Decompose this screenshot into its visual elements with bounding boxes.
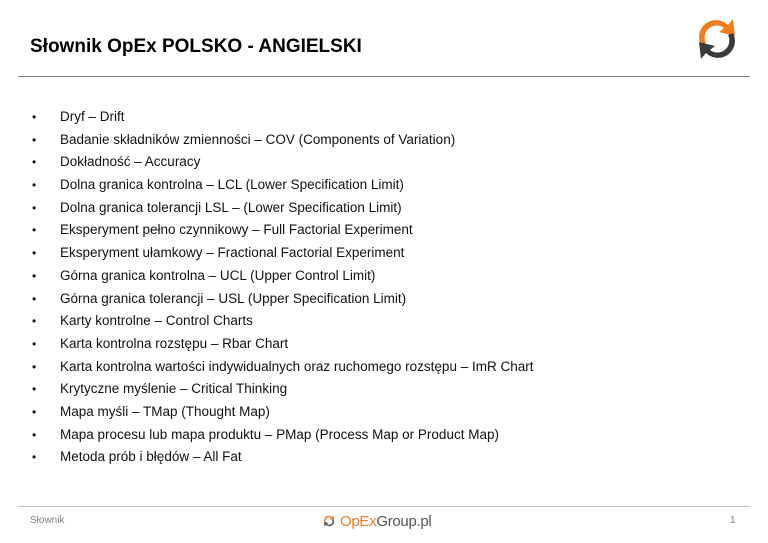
bullet-marker: • [32, 132, 37, 147]
list-item-text: Górna granica kontrolna – UCL (Upper Control Limit) [60, 267, 376, 283]
list-item-text: Mapa myśli – TMap (Thought Map) [60, 403, 270, 419]
list-item [30, 219, 533, 242]
list-item-text: Eksperyment pełno czynnikowy – Full Factorial Experiment [60, 222, 413, 238]
bullet-marker: • [32, 359, 37, 374]
list-item [30, 129, 533, 152]
bullet-marker: • [32, 223, 37, 238]
list-item [30, 242, 533, 265]
list-item-text: Karty kontrolne – Control Charts [60, 313, 253, 329]
list-item [30, 401, 533, 424]
footer-label: Słownik [30, 515, 65, 526]
list-item-text: Metoda prób i błędów – All Fat [60, 449, 242, 465]
list-item [30, 310, 533, 333]
bullet-marker: • [32, 450, 37, 465]
list-item [30, 197, 533, 220]
bullet-marker: • [32, 200, 37, 215]
bullet-marker: • [32, 427, 37, 442]
brand-opex: OpEx [340, 512, 377, 530]
bullet-marker: • [32, 246, 37, 261]
page-number: 1 [730, 515, 736, 526]
brand-wordmark [340, 513, 431, 530]
bullet-marker: • [32, 382, 37, 397]
list-item [30, 378, 533, 401]
list-item-text: Mapa procesu lub mapa produktu – PMap (Process Map or Product Map) [60, 426, 499, 442]
list-item-text: Badanie składników zmienności – COV (Components of Variation) [60, 131, 456, 147]
slide-title: Słownik OpEx POLSKO - ANGIELSKI [30, 36, 362, 57]
list-item [30, 174, 533, 197]
bullet-marker: • [32, 155, 37, 170]
list-item [30, 333, 533, 356]
list-item-text: Dokładność – Accuracy [60, 154, 201, 170]
list-item [30, 288, 533, 311]
list-item [30, 106, 533, 129]
list-item-text: Dolna granica kontrolna – LCL (Lower Specification Limit) [60, 177, 404, 193]
title-divider [18, 76, 750, 77]
list-item [30, 265, 533, 288]
list-item [30, 424, 533, 447]
bullet-marker: • [32, 291, 37, 306]
opex-swirl-small-icon [322, 514, 336, 528]
list-item-text: Dryf – Drift [60, 109, 125, 124]
list-item [30, 446, 533, 469]
list-item-text: Karta kontrolna rozstępu – Rbar Chart [60, 335, 289, 351]
list-item-text: Eksperyment ułamkowy – Fractional Factorial Experiment [60, 245, 405, 261]
list-item-text: Karta kontrolna wartości indywidualnych oraz ruchomego rozstępu – ImR Chart [60, 358, 534, 374]
glossary-list [30, 106, 533, 469]
footer-divider [18, 506, 750, 507]
bullet-marker: • [32, 178, 37, 193]
list-item-text: Górna granica tolerancji – USL (Upper Specification Limit) [60, 290, 407, 306]
opex-swirl-logo-icon [692, 14, 742, 64]
list-item [30, 151, 533, 174]
bullet-marker: • [32, 268, 37, 283]
list-item-text: Krytyczne myślenie – Critical Thinking [60, 381, 288, 397]
brand-group: Group.pl [376, 512, 432, 530]
list-item-text: Dolna granica tolerancji LSL – (Lower Specification Limit) [60, 199, 402, 215]
bullet-marker: • [32, 404, 37, 419]
list-item [30, 356, 533, 379]
bullet-marker: • [32, 314, 37, 329]
footer-brand-logo [322, 512, 431, 530]
bullet-marker: • [32, 110, 37, 124]
bullet-marker: • [32, 336, 37, 351]
